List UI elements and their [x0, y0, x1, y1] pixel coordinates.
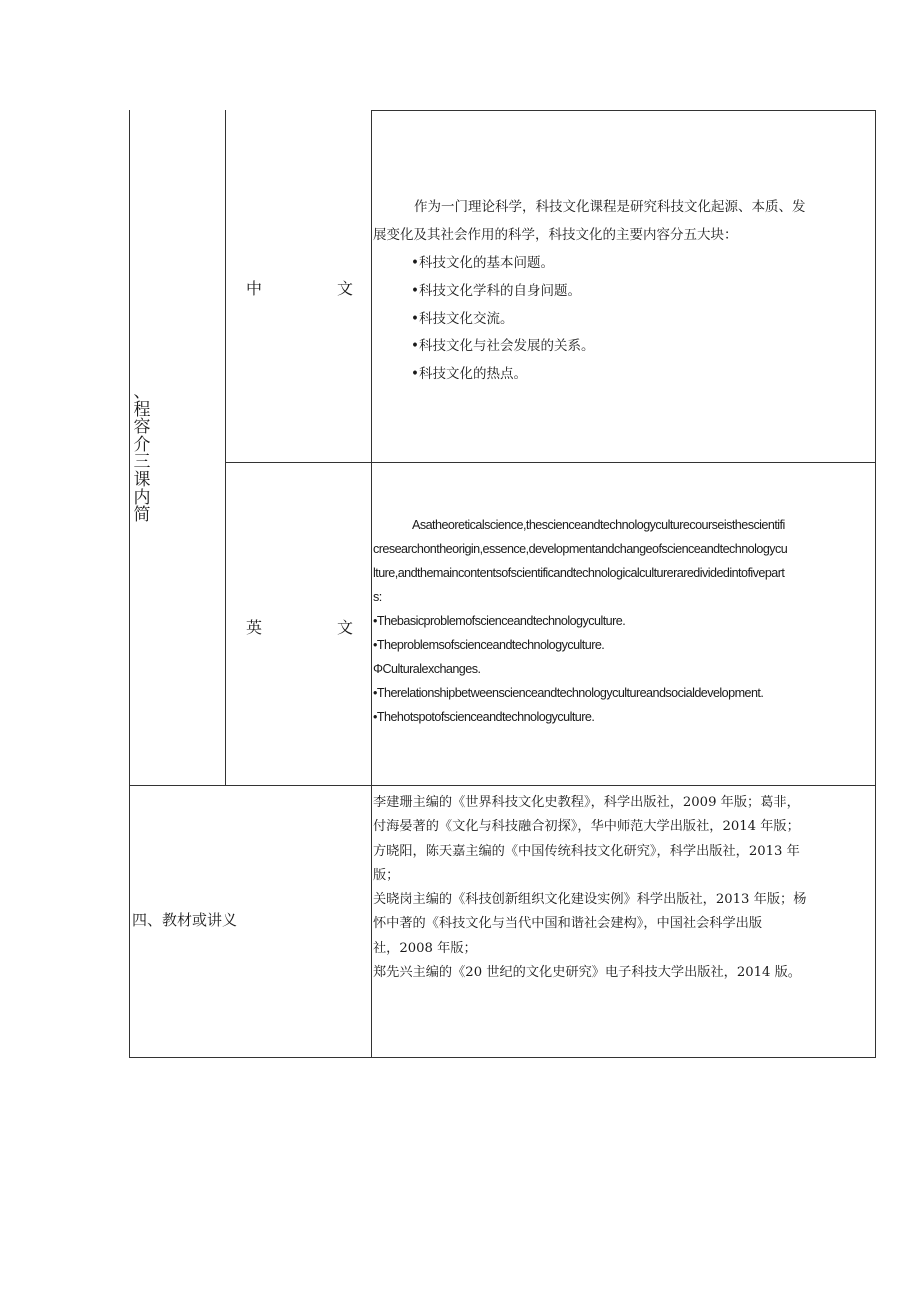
reference-line: 方晓阳，陈天嘉主编的《中国传统科技文化研究》，科学出版社，2013 年 — [373, 843, 800, 859]
section3-vertical-title — [130, 384, 154, 525]
english-bullet: •Thebasicproblemofscienceandtechnologyculture. — [373, 614, 626, 628]
english-bullet: •Theproblemsofscienceandtechnologyculture. — [373, 638, 605, 652]
chinese-intro-line2: 展变化及其社会作用的科学，科技文化的主要内容分五大块： — [373, 227, 738, 243]
chinese-bullet: •科技文化学科的自身问题。 — [411, 283, 581, 299]
reference-line: 关晓岗主编的《科技创新组织文化建设实例》科学出版社，2013 年版；杨 — [373, 892, 807, 908]
chinese-bullet: •科技文化交流。 — [411, 311, 514, 327]
english-line: lture,andthemaincontentsofscientificandtechnologicalcultureraredividedintofivepart — [373, 566, 785, 580]
divider-content-column — [371, 110, 372, 1058]
chinese-label-right: 文 — [337, 279, 354, 298]
reference-line: 社，2008 年版； — [373, 940, 477, 956]
divider-title-column — [225, 110, 226, 785]
table-border-top — [371, 110, 876, 111]
table-border-bottom — [129, 1057, 876, 1058]
table-border-left — [129, 110, 130, 1058]
english-bullet: •Thehotspotofscienceandtechnologyculture. — [373, 710, 595, 724]
reference-line: 版； — [373, 867, 400, 883]
reference-line: 怀中著的《科技文化与当代中国和谐社会建构》，中国社会科学出版 — [373, 916, 763, 932]
english-line: Asatheoreticalscience,thescienceandtechnologyculturecourseisthescientifi — [412, 518, 785, 532]
reference-line: 付海晏著的《文化与科技融合初探》，华中师范大学出版社，2014 年版； — [373, 819, 800, 835]
chinese-intro-line1: 作为一门理论科学，科技文化课程是研究科技文化起源、本质、发 — [414, 199, 806, 215]
title-char: 介 — [133, 434, 151, 455]
chinese-bullet: •科技文化的基本问题。 — [411, 255, 554, 271]
title-char: 简 — [133, 505, 151, 526]
title-char: 三 — [133, 452, 151, 473]
english-line: s: — [373, 590, 382, 604]
reference-line: 李建珊主编的《世界科技文化史教程》，科学出版社，2009 年版；葛非， — [373, 795, 800, 810]
english-bullet: ΦCulturalexchanges. — [373, 662, 481, 676]
title-char: 、 — [133, 382, 151, 402]
english-label-right: 文 — [337, 618, 354, 637]
references-list — [373, 791, 875, 985]
english-line: cresearchontheorigin,essence,developmentandchangeofscienceandtechnologycu — [373, 542, 788, 556]
title-char: 程 — [133, 399, 151, 420]
chinese-bullet: •科技文化与社会发展的关系。 — [411, 338, 595, 354]
section4-label: 四、教材或讲义 — [132, 911, 238, 929]
chinese-bullet: •科技文化的热点。 — [411, 366, 527, 382]
divider-section3-section4 — [129, 785, 876, 786]
title-char: 容 — [133, 417, 151, 438]
english-bullet: •Therelationshipbetweenscienceandtechnologycultureandsocialdevelopment. — [373, 686, 764, 700]
reference-line: 郑先兴主编的《20 世纪的文化史研究》电子科技大学出版社，2014 版。 — [373, 965, 801, 981]
title-char: 课 — [133, 469, 151, 490]
chinese-label-left: 中 — [246, 279, 263, 298]
english-label-left: 英 — [246, 618, 263, 637]
table-border-right — [875, 110, 876, 1058]
title-char: 内 — [133, 487, 151, 508]
divider-cn-en — [225, 462, 876, 463]
